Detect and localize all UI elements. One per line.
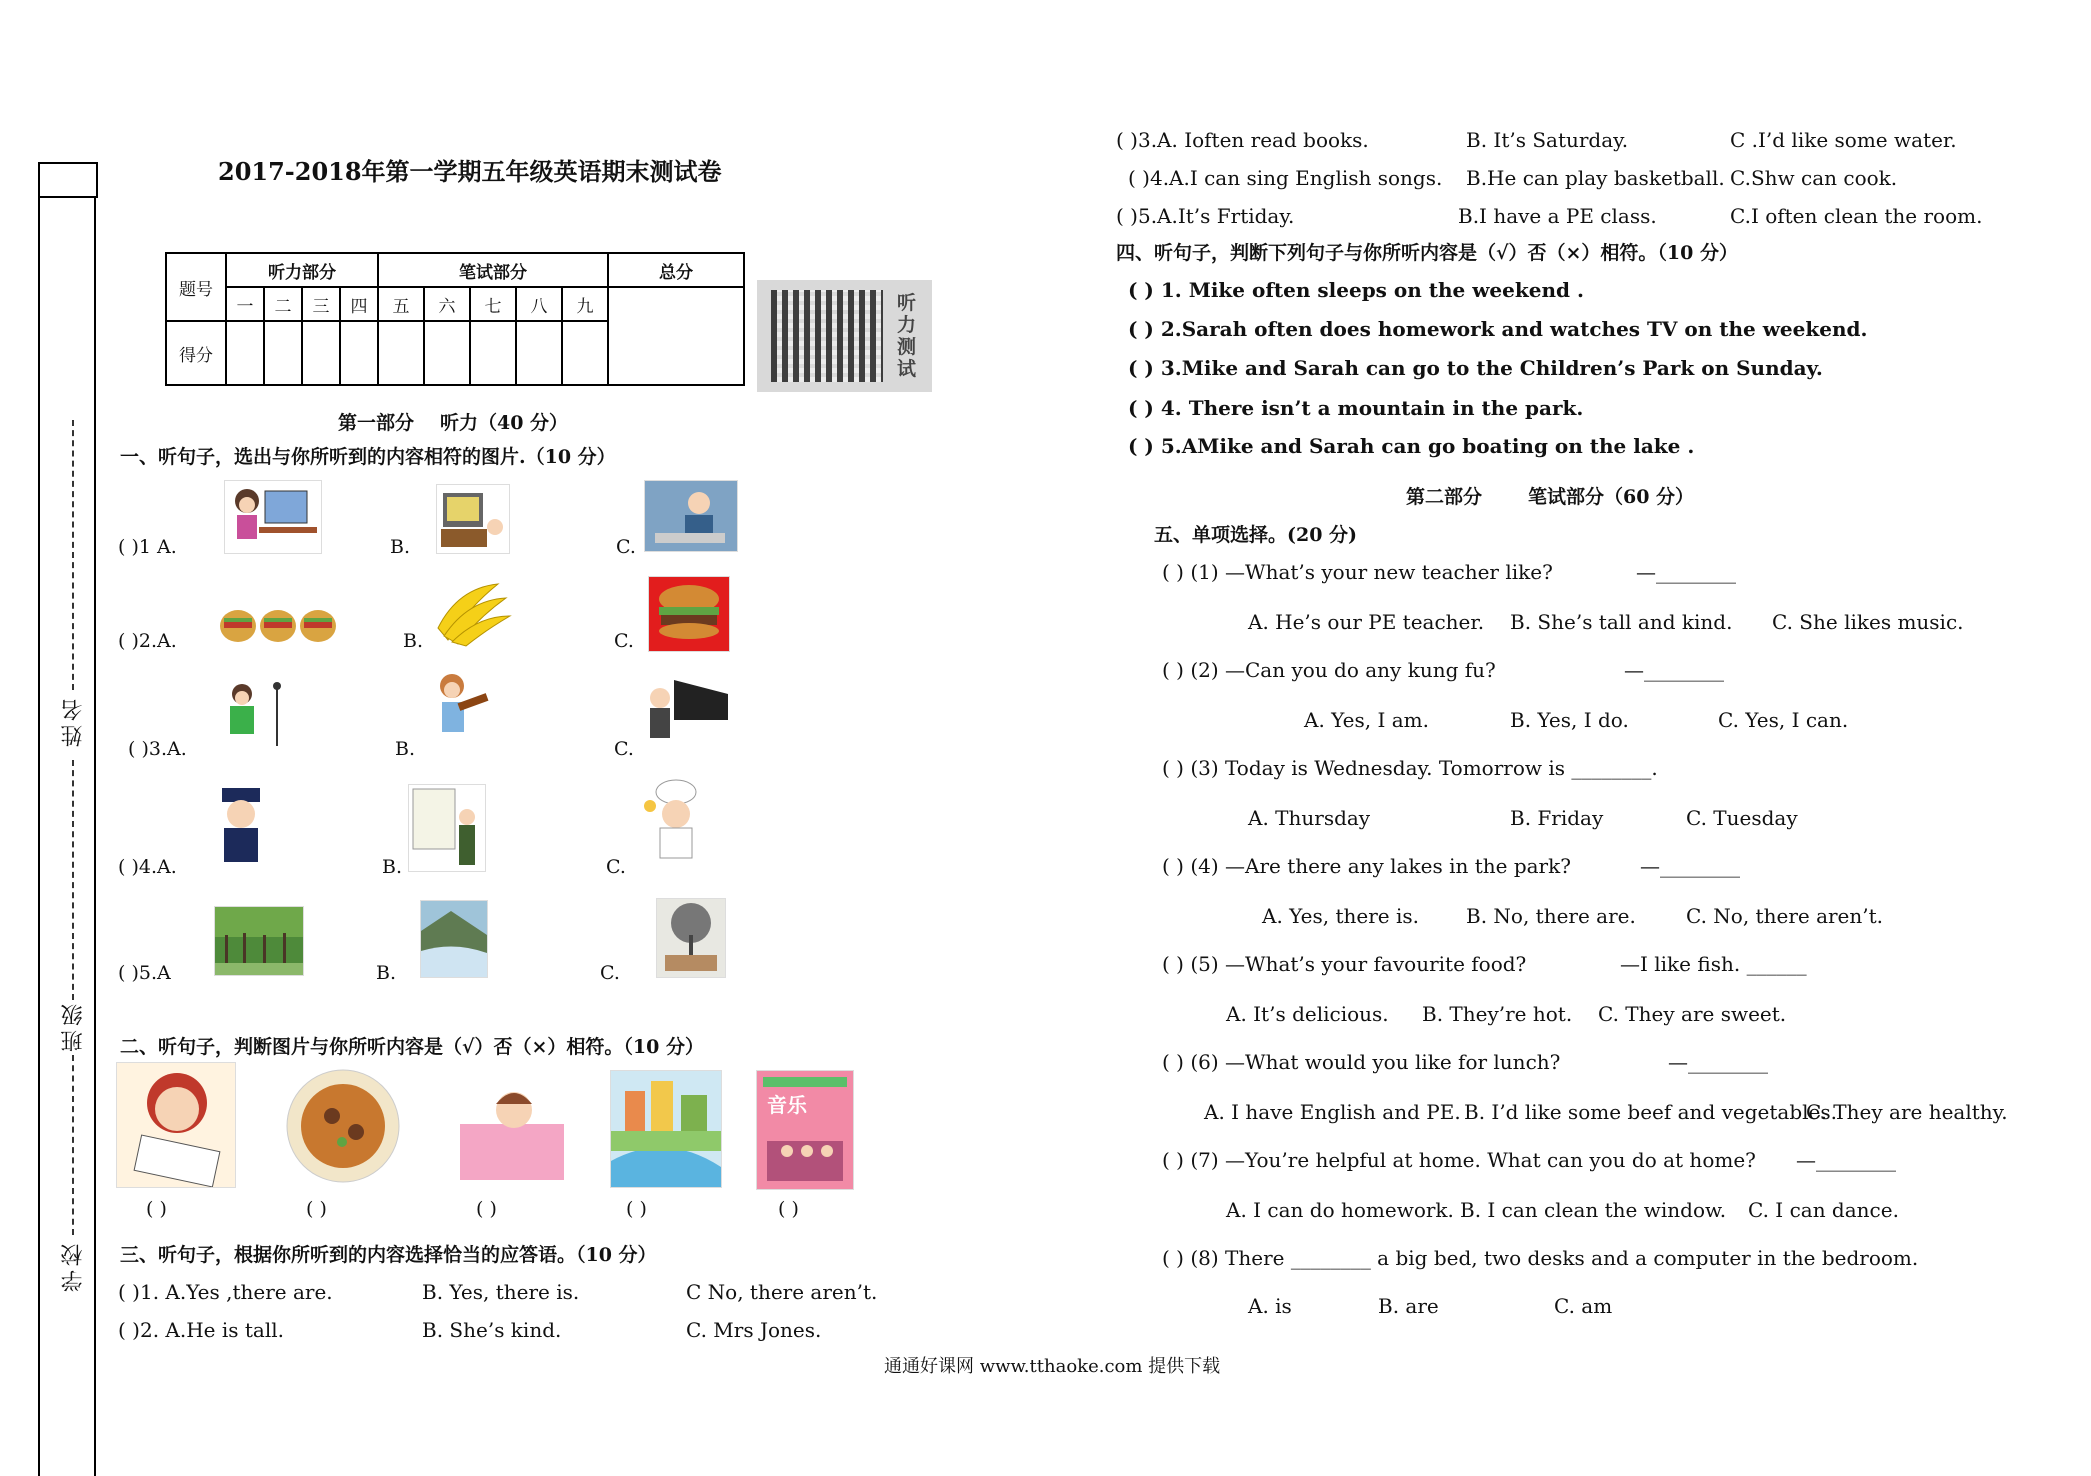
sec1-c3: C. xyxy=(614,738,634,760)
sec3-b5: B.I have a PE class. xyxy=(1458,204,1657,228)
binding-dash xyxy=(72,760,74,1000)
picture-bananas xyxy=(428,578,512,648)
sec3-b3: B. It’s Saturday. xyxy=(1466,128,1629,152)
qr-code[interactable] xyxy=(757,280,932,392)
sec5-b6: B. I’d like some beef and vegetables. xyxy=(1464,1100,1837,1124)
sec1-b2: B. xyxy=(403,630,424,652)
class-label: 班级 xyxy=(61,1000,86,1052)
score-table xyxy=(165,252,745,386)
footer-credit: 通通好课网 www.tthaoke.com 提供下载 xyxy=(884,1356,1221,1377)
sec4-item-5: ( ) 5.AMike and Sarah can go boating on the lake . xyxy=(1128,434,1695,458)
sec5-c3: C. Tuesday xyxy=(1686,806,1798,830)
picture-man-reading xyxy=(644,480,738,552)
sec1-c5: C. xyxy=(600,962,620,984)
sec5-q5: ( ) (5) —What’s your favourite food? xyxy=(1162,952,1527,976)
score-cell[interactable] xyxy=(424,321,470,385)
score-cell[interactable] xyxy=(378,321,424,385)
sec3-c3: C .I’d like some water. xyxy=(1730,128,1957,152)
score-col: 八 xyxy=(516,287,562,321)
sec4-item-4: ( ) 4. There isn’t a mountain in the park. xyxy=(1128,396,1584,420)
score-cell[interactable] xyxy=(226,321,264,385)
sec1-b1: B. xyxy=(390,536,411,558)
sec5-c1: C. She likes music. xyxy=(1772,610,1964,634)
sec5-a6: A. I have English and PE. xyxy=(1204,1100,1461,1124)
sec1-b3: B. xyxy=(395,738,416,760)
picture-music-book xyxy=(756,1070,854,1190)
score-cell[interactable] xyxy=(562,321,608,385)
sec5-q1: ( ) (1) —What’s your new teacher like? xyxy=(1162,560,1553,584)
part2-heading: 第二部分 xyxy=(1406,486,1483,508)
school-label: 学校 xyxy=(61,1240,86,1292)
sec2-blank-3[interactable]: ( ) xyxy=(476,1198,497,1220)
sec1-q5: ( )5.A xyxy=(118,962,171,984)
score-cell[interactable] xyxy=(264,321,302,385)
sec2-blank-4[interactable]: ( ) xyxy=(626,1198,647,1220)
picture-noodles xyxy=(282,1066,404,1186)
page-title: 2017-2018年第一学期五年级英语期末测试卷 xyxy=(218,157,722,186)
score-header-tihao: 题号 xyxy=(166,253,226,321)
sec5-q8: ( ) (8) There ________ a big bed, two desks and a computer in the bedroom. xyxy=(1162,1246,1919,1270)
sec5-a7: A. I can do homework. xyxy=(1226,1198,1454,1222)
sec3-q5: ( )5.A.It’s Frtiday. xyxy=(1116,204,1295,228)
score-col: 五 xyxy=(378,287,424,321)
sec5-ans5: —I like fish. ______ xyxy=(1620,952,1807,976)
sec5-a4: A. Yes, there is. xyxy=(1262,904,1419,928)
score-cell[interactable] xyxy=(340,321,378,385)
name-label: 姓名 xyxy=(61,695,86,747)
picture-hamburger xyxy=(648,576,730,652)
picture-boy-tv xyxy=(436,484,510,554)
sec5-b2: B. Yes, I do. xyxy=(1510,708,1629,732)
sec1-q1: ( )1 A. xyxy=(118,536,177,558)
sec5-ans1: —________ xyxy=(1636,560,1736,584)
sec1-c1: C. xyxy=(616,536,636,558)
picture-tree-house xyxy=(656,898,726,978)
sec4-item-1: ( ) 1. Mike often sleeps on the weekend . xyxy=(1128,278,1584,302)
sec5-b7: B. I can clean the window. xyxy=(1460,1198,1727,1222)
sec5-c4: C. No, there aren’t. xyxy=(1686,904,1884,928)
sec5-q4: ( ) (4) —Are there any lakes in the park? xyxy=(1162,854,1571,878)
sec5-ans2: —________ xyxy=(1624,658,1724,682)
sec5-a2: A. Yes, I am. xyxy=(1304,708,1429,732)
sec1-q3: ( )3.A. xyxy=(128,738,187,760)
music-book-title: 音乐 xyxy=(767,1093,807,1117)
score-cell[interactable] xyxy=(302,321,340,385)
seat-number-box[interactable] xyxy=(38,162,98,198)
sec5-a5: A. It’s delicious. xyxy=(1226,1002,1389,1026)
part2-sub: 笔试部分（60 分） xyxy=(1528,486,1695,508)
sec5-c7: C. I can dance. xyxy=(1748,1198,1899,1222)
sec1-c2: C. xyxy=(614,630,634,652)
sec5-q6: ( ) (6) —What would you like for lunch? xyxy=(1162,1050,1561,1074)
part1-heading: 第一部分 xyxy=(338,412,415,434)
sec3-q2: ( )2. A.He is tall. xyxy=(118,1318,284,1342)
score-header-defen: 得分 xyxy=(166,321,226,385)
sec5-ans7: —________ xyxy=(1796,1148,1896,1172)
sec1-b4: B. xyxy=(382,856,403,878)
score-col: 三 xyxy=(302,287,340,321)
sec5-b3: B. Friday xyxy=(1510,806,1604,830)
sec5-ans4: —________ xyxy=(1640,854,1740,878)
qr-label: 听力测试 xyxy=(897,292,917,380)
sec3-q4: ( )4.A.I can sing English songs. xyxy=(1128,166,1443,190)
sec5-c2: C. Yes, I can. xyxy=(1718,708,1849,732)
sec4-heading: 四、听句子，判断下列句子与你所听内容是（√）否（×）相符。（10 分） xyxy=(1116,242,1738,264)
score-header-total: 总分 xyxy=(608,253,744,287)
sec2-blank-5[interactable]: ( ) xyxy=(778,1198,799,1220)
sec5-c8: C. am xyxy=(1554,1294,1613,1318)
sec5-a8: A. is xyxy=(1248,1294,1292,1318)
sec5-a1: A. He’s our PE teacher. xyxy=(1248,610,1485,634)
picture-girl-violin xyxy=(428,668,498,758)
score-col: 九 xyxy=(562,287,608,321)
sec5-q2: ( ) (2) —Can you do any kung fu? xyxy=(1162,658,1496,682)
qr-pattern xyxy=(771,290,883,382)
picture-hotdogs xyxy=(218,596,338,650)
score-header-listen: 听力部分 xyxy=(226,253,378,287)
sec5-b5: B. They’re hot. xyxy=(1422,1002,1573,1026)
sec2-blank-1[interactable]: ( ) xyxy=(146,1198,167,1220)
sec1-q4: ( )4.A. xyxy=(118,856,177,878)
sec1-q2: ( )2.A. xyxy=(118,630,177,652)
sec2-heading: 二、听句子，判断图片与你所听内容是（√）否（×）相符。（10 分） xyxy=(120,1036,704,1058)
sec5-q7: ( ) (7) —You’re helpful at home. What can you do at home? xyxy=(1162,1148,1756,1172)
score-col: 六 xyxy=(424,287,470,321)
sec3-b1: B. Yes, there is. xyxy=(422,1280,580,1304)
sec4-item-3: ( ) 3.Mike and Sarah can go to the Children’s Park on Sunday. xyxy=(1128,356,1823,380)
sec3-c5: C.I often clean the room. xyxy=(1730,204,1983,228)
sec5-b4: B. No, there are. xyxy=(1466,904,1636,928)
part1-sub: 听力（40 分） xyxy=(440,412,569,434)
sec5-b1: B. She’s tall and kind. xyxy=(1510,610,1733,634)
score-col: 四 xyxy=(340,287,378,321)
sec3-q3: ( )3.A. Ioften read books. xyxy=(1116,128,1369,152)
sec3-c4: C.Shw can cook. xyxy=(1730,166,1898,190)
sec2-blank-2[interactable]: ( ) xyxy=(306,1198,327,1220)
sec4-item-2: ( ) 2.Sarah often does homework and watches TV on the weekend. xyxy=(1128,317,1868,341)
sec3-heading: 三、听句子，根据你所听到的内容选择恰当的应答语。（10 分） xyxy=(120,1244,657,1266)
picture-girl-singing xyxy=(218,676,296,754)
picture-girl-computer xyxy=(224,480,322,554)
picture-girl-sleeping xyxy=(452,1068,572,1186)
score-cell[interactable] xyxy=(470,321,516,385)
picture-forest xyxy=(214,906,304,976)
sec5-a3: A. Thursday xyxy=(1248,806,1371,830)
margin-rule-left xyxy=(38,196,40,1476)
score-col: 七 xyxy=(470,287,516,321)
sec3-b2: B. She’s kind. xyxy=(422,1318,562,1342)
sec1-b5: B. xyxy=(376,962,397,984)
sec5-ans6: —________ xyxy=(1668,1050,1768,1074)
picture-lake xyxy=(420,900,488,978)
picture-boy-piano xyxy=(644,670,730,750)
sec5-heading: 五、单项选择。(20 分) xyxy=(1154,524,1358,546)
score-header-write: 笔试部分 xyxy=(378,253,608,287)
sec5-c6: C. They are healthy. xyxy=(1806,1100,2008,1124)
score-cell[interactable] xyxy=(516,321,562,385)
score-col: 一 xyxy=(226,287,264,321)
picture-cook xyxy=(636,776,712,868)
picture-policeman xyxy=(206,782,276,872)
sec5-c5: C. They are sweet. xyxy=(1598,1002,1787,1026)
sec3-c1: C No, there aren’t. xyxy=(686,1280,878,1304)
sec3-b4: B.He can play basketball. xyxy=(1466,166,1725,190)
margin-rule-right xyxy=(94,196,96,1476)
score-col: 二 xyxy=(264,287,302,321)
score-total-cell[interactable] xyxy=(608,287,744,385)
picture-girl-drawing xyxy=(116,1062,236,1188)
sec5-q3: ( ) (3) Today is Wednesday. Tomorrow is ________. xyxy=(1162,756,1658,780)
sec1-heading: 一、听句子，选出与你所听到的内容相符的图片.（10 分） xyxy=(120,446,616,468)
sec5-b8: B. are xyxy=(1378,1294,1439,1318)
sec3-c2: C. Mrs Jones. xyxy=(686,1318,822,1342)
sec1-c4: C. xyxy=(606,856,626,878)
sec3-q1: ( )1. A.Yes ,there are. xyxy=(118,1280,333,1304)
picture-town-river xyxy=(610,1070,722,1188)
binding-dash xyxy=(72,1055,74,1235)
picture-teacher xyxy=(408,784,486,872)
binding-dash xyxy=(72,420,74,690)
